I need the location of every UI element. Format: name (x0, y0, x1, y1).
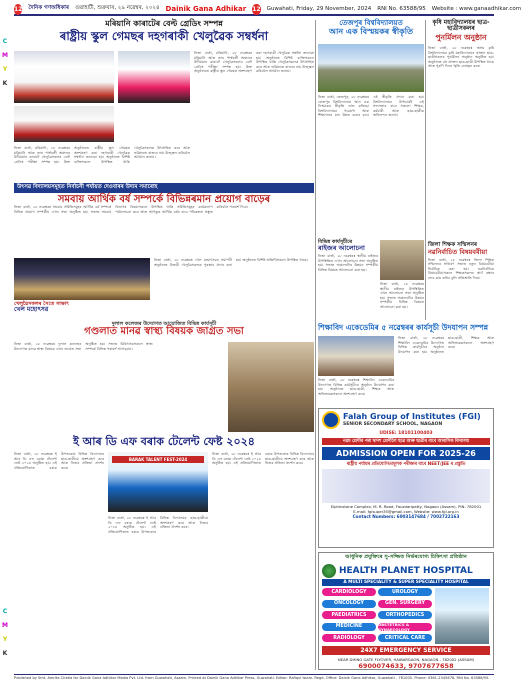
dept-radiology: RADIOLOGY (322, 634, 376, 642)
story-headline: নৱনিৰ্বাচিত বিষয়ববীয়া (428, 247, 488, 256)
story-headline: ই আৰ ডি এফ বৰাক টেলেন্ট ফেষ্ট ২০২৪ (73, 435, 255, 448)
hospital-subtitle: A MULTI SPECIALITY & SUPER SPECIALITY HOSPITAL (322, 579, 490, 586)
story-kicker: জিলা শিক্ষক সন্মিলনৰ (428, 242, 477, 248)
emergency-banner: 24X7 EMERGENCY SERVICE (322, 646, 490, 655)
karate-photo-1 (14, 51, 114, 103)
story-body-cont: নিজা বাৰ্তা, ২৮ নৱেম্বৰঃ শিক্ষাবিদ একেডেমিৰ উদ্যোগত বিভিন্ন কাৰ্যসূচীৰে অনুষ্ঠান উদযাপন কৰা হয়। অনুষ্ঠানত ছাত্ৰ-ছাত্ৰী, শিক্ষক আৰু অভিভাৱকসকলে অংশগ্ৰহণ কৰে। (318, 378, 394, 396)
story-kicker: দুলাল কলেজৰ উদ্যোগত আয়োজিত বিভিন্ন কাৰ্যসূচী (111, 321, 217, 327)
story-sports-body: নিজা বাৰ্তা, ২৮ নৱেম্বৰঃ খেল মহোৎসৱৰ সমাপনী অনুষ্ঠানত বিজয়ী খেলুৱৈসকলক পুৰস্কাৰ প্ৰদান কৰা হয়। অনুষ্ঠানত বিশিষ্ট অতিথিসকলে উপস্থিত থাকে। (154, 258, 308, 267)
talent-fest-photo (108, 452, 208, 512)
hospital-logo-icon (322, 564, 336, 578)
story-health (14, 322, 314, 432)
story-cooperative (14, 183, 314, 255)
dept-orthopedics: ORTHOPEDICS (378, 611, 432, 619)
dept-obs-gyn: OBSTETRICS & GYNAECOLOGY (378, 623, 432, 631)
story-body: নিজা বাৰ্তা, মৰিয়ানি, ২৮ নৱেম্বৰঃ মৰিয়ানি আৰু তাৰ পাৰ্শ্ববৰ্তী অঞ্চলৰ উদীয়মান কাৰাটে খেলুৱৈসকলৰ বেল্ট গ্ৰেডিং পৰীক্ষা সম্পন্ন হয়। উক্ত অনুষ্ঠানতে ৰাষ্ট্ৰীয় স্কুল গেমছত অংশগ্ৰহণ কৰা দহগৰাকী খেলুৱৈক সম্বৰ্ধনা জনোৱা হয়। অনুষ্ঠানত বিশিষ্ট ব্যক্তিসকলে উপস্থিত থাকি খেলুৱৈসকলক উৎসাহিত কৰে আৰু ভৱিষ্যতে ৰাজ্যৰ নাম উজ্জ্বল কৰিবলৈ আহ্বান জনায়। (194, 51, 314, 74)
karate-photo-3 (118, 51, 190, 103)
dept-gen-surgery: GEN. SURGERY (378, 600, 432, 608)
registration-mark-k: K (2, 80, 8, 87)
fgi-email: E-mail: fgisuper35@gmail.com, Website: www.fgi.org.in (353, 508, 459, 514)
column-rule (315, 20, 316, 670)
academy-photo (318, 336, 394, 376)
story-kicker: বিভিন্ন কাৰ্যসূচীৰে (318, 239, 353, 245)
story-body: নিজা বাৰ্তা, ২৮ নৱেম্বৰঃ অসম কৃষি বিশ্ববিদ্যালয়ৰ কৃষি মহাবিদ্যালয়ৰ প্ৰাক্তন ছাত্ৰ-ছাত্ৰীসকলৰ পুনৰ্মিলন অনুষ্ঠান অনুষ্ঠিত হয়। অনুষ্ঠানত বহু প্ৰাক্তন ছাত্ৰ-ছাত্ৰী উপস্থিত থাকে আৰু পুৰণি দিনৰ স্মৃতি ৰোমন্থন কৰে। (428, 46, 494, 69)
story-body-cont-2: নিজা বাৰ্তা, ২৮ নৱেম্বৰঃ ই আৰ ডি এফ বৰাক টেলেন্ট ফেষ্ট ২০২৪ অনুষ্ঠিত হয়। এই প্ৰতিযোগিতাত বৰাক উপত্যকাৰ বিভিন্ন বিদ্যালয়ৰ ছাত্ৰ-ছাত্ৰীয়ে অংশগ্ৰহণ কৰে আৰু নিজৰ প্ৰতিভা প্ৰদৰ্শন কৰে। (108, 516, 208, 534)
dept-urology: UROLOGY (378, 588, 432, 596)
story-kicker: খেলুৱৈসকলৰ সৈতে সাক্ষাৎ (14, 301, 69, 307)
dept-cardiology: CARDIOLOGY (322, 588, 376, 596)
story-reunion (428, 20, 494, 240)
dept-critical-care: CRITICAL CARE (378, 634, 432, 642)
hospital-advertisement (318, 552, 494, 670)
story-headline: গণ্ডলাত মানৱ স্বাস্থ্য বিষয়ক জাগ্ৰত সভা (84, 326, 244, 338)
story-academy (318, 324, 494, 404)
website: Website : www.ganaadhikar.com (431, 6, 521, 12)
story-teacher-union (428, 243, 494, 323)
page-number: 12 (14, 5, 23, 13)
masthead-date: গুৱাহাটী, শুক্রবাৰ, ২৯ নৱেম্বৰ, ২০২৪ (74, 5, 160, 11)
story-headline: আন এক বিস্ময়কৰ স্বীকৃতি (329, 27, 413, 37)
fgi-students-photo (322, 469, 490, 503)
story-headline: শিক্ষাবিদ একেডেমিৰ ৫ নৱেম্বৰৰ কাৰ্যসূচী উদযাপন সম্পন্ন (318, 323, 489, 332)
story-karate (14, 20, 314, 180)
story-tezpur (318, 20, 424, 238)
story-headline: খেল মহোৎসৱ (14, 306, 49, 314)
hospital-address: NEAR DHING GATE FLYOVER, HAIBARGAON, NAGAON - 782002 (ASSAM) (337, 657, 475, 662)
registration-mark-c: C (2, 38, 8, 45)
photo-caption: BARAK TALENT FEST-2024 (112, 456, 204, 463)
fgi-line: নৱম শ্ৰেণীৰ পৰা দ্বাদশ শ্ৰেণীলৈ ছাত্ৰ আৰু ছাত্ৰীৰ বাবে আবাসিক বিদ্যালয় (322, 438, 490, 445)
story-kicker: মৰিয়ানি কাৰাটেৰ বেল্ট গ্ৰেডিং সম্পন্ন (105, 19, 223, 28)
story-discussion (318, 240, 378, 320)
karate-photo-2 (14, 106, 114, 142)
regn-number: RNI No. 63588/95 (377, 6, 426, 12)
story-body-cont: নিজা বাৰ্তা, মৰিয়ানি, ২৮ নৱেম্বৰঃ মৰিয়ানি আৰু তাৰ পাৰ্শ্ববৰ্তী অঞ্চলৰ উদীয়মান কাৰাটে খেলুৱৈসকলৰ বেল্ট গ্ৰেডিং পৰীক্ষা সম্পন্ন হয়। উক্ত অনুষ্ঠানতে ৰাষ্ট্ৰীয় স্কুল গেমছত অংশগ্ৰহণ কৰা দহগৰাকী খেলুৱৈক সম্বৰ্ধনা জনোৱা হয়। অনুষ্ঠানত বিশিষ্ট ব্যক্তিসকলে উপস্থিত থাকি খেলুৱৈসকলক উৎসাহিত কৰে আৰু ভৱিষ্যতে ৰাজ্যৰ নাম উজ্জ্বল কৰিবলৈ আহ্বান জনায়। (14, 146, 190, 164)
tezpur-campus-photo (318, 44, 424, 92)
fgi-admission-banner: ADMISSION OPEN FOR 2025-26 (322, 447, 490, 460)
story-discussion-body-2: নিজা বাৰ্তা, ২৮ নৱেম্বৰঃ স্থানীয় ৰাইজৰ উপস্থিতিত এখন আলোচনা সভা অনুষ্ঠিত হয়। সভাত অঞ্চলটোৰ উন্নয়ন সম্পৰ্কীয় বিভিন্ন বিষয়ত আলোচনা কৰা হয়। (380, 282, 424, 309)
masthead (14, 4, 521, 16)
story-body: নিজা বাৰ্তা, ২৮ নৱেম্বৰঃ জিলা শিক্ষক সন্মিলনৰ সাধাৰণ সভাত নতুন বিষয়ববীয়া নিৰ্বাচিত কৰা হয়। নৱনিৰ্বাচিত বিষয়ববীয়াসকলে শিক্ষকসকলৰ স্বাৰ্থ ৰক্ষাৰ বাবে কাম কৰিব বুলি প্ৰতিশ্ৰুতি দিয়ে। (428, 257, 494, 280)
story-headline: ৰাষ্ট্ৰীয় স্কুল গেমছৰ দহগৰাকী খেলুৱৈক সম্বৰ্ধনা (59, 29, 269, 44)
column-rule (425, 20, 426, 320)
health-photo (228, 342, 314, 432)
paper-logo: দৈনিক গণঅধিকাৰ (28, 5, 69, 11)
dateline: Guwahati, Friday, 29 November, 2024 (266, 6, 372, 12)
story-kicker: তেজপুৰ বিশ্ববিদ্যালয়ত (339, 19, 403, 27)
story-body: নিজা বাৰ্তা, ২৮ নৱেম্বৰঃ শিক্ষাবিদ একেডেমিৰ উদ্যোগত বিভিন্ন কাৰ্যসূচীৰে অনুষ্ঠান উদযাপন কৰা হয়। অনুষ্ঠানত ছাত্ৰ-ছাত্ৰী, শিক্ষক আৰু অভিভাৱকসকলে অংশগ্ৰহণ কৰে। (398, 336, 494, 354)
dept-medicine: MEDICINE (322, 623, 376, 631)
story-talent-fest (14, 436, 314, 616)
registration-mark-y: Y (2, 66, 8, 73)
story-body: নিজা বাৰ্তা, ২৮ নৱেম্বৰঃ সমবায় সমিতিসমূহৰ আৰ্থিক বৰ্ষ সম্পৰ্কে বিভিন্ন প্ৰয়োগ সম্পৰ্কীয় এখন সভা অনুষ্ঠিত হয়। সভাত সমবায় বিভাগৰ বিষয়াসকলে উপস্থিত থাকি সমিতিসমূহৰ কাৰ্যকলাপ পৰ্যালোচনা কৰে আৰু আগন্তুক আৰ্থিক বৰ্ষৰ বাবে পৰিকল্পনা প্ৰস্তুত কৰিবলৈ পৰামৰ্শ দিয়ে। (14, 205, 249, 214)
page-number-2: 12 (252, 5, 261, 13)
story-kicker: উৎসৱ বিদ্যালয়সমূহত নিৰ্বাচনী পৰ্যায়ত দেওবাৰৰ উদ্যম সমাৰোহ (14, 183, 314, 193)
registration-mark-y: Y (2, 636, 8, 643)
fgi-contact: Contact Numbers: 6003147684 / 7002722163 (352, 514, 460, 519)
brand-name: Dainik Gana Adhikar (165, 5, 247, 13)
story-body: নিজা বাৰ্তা, ২৮ নৱেম্বৰঃ স্থানীয় ৰাইজৰ উপস্থিতিত এখন আলোচনা সভা অনুষ্ঠিত হয়। সভাত অঞ্চলটোৰ উন্নয়ন সম্পৰ্কীয় বিভিন্ন বিষয়ত আলোচনা কৰা হয়। (318, 254, 378, 272)
story-body-cont: নিজা বাৰ্তা, ২৮ নৱেম্বৰঃ ই আৰ ডি এফ বৰাক টেলেন্ট ফেষ্ট ২০২৪ অনুষ্ঠিত হয়। এই প্ৰতিযোগিতাত বৰাক উপত্যকাৰ বিভিন্ন বিদ্যালয়ৰ ছাত্ৰ-ছাত্ৰীয়ে অংশগ্ৰহণ কৰে আৰু নিজৰ প্ৰতিভা প্ৰদৰ্শন কৰে। (212, 452, 314, 466)
dept-oncology: ONCOLOGY (322, 600, 376, 608)
fgi-advertisement (318, 408, 494, 548)
hospital-name: HEALTH PLANET HOSPITAL (339, 566, 473, 576)
story-headline: ৰাইজৰ আলোচনা (318, 244, 365, 253)
story-body: নিজা বাৰ্তা, ২৮ নৱেম্বৰঃ দুলাল কলেজৰ উদ্যোগত মানৱ স্বাস্থ্য বিষয়ক এখন জাগ্ৰত সভা অনুষ্ঠিত হয়। সভাত চিকিৎসকসকলে স্বাস্থ্য সম্পৰ্কে বিভিন্ন পৰামৰ্শ আগবঢ়ায়। (14, 342, 153, 351)
story-headline: পুনৰ্মিলন অনুষ্ঠান (435, 32, 487, 42)
sports-photo (14, 258, 150, 300)
registration-mark-k: K (2, 650, 8, 657)
fgi-line-2: ৰাষ্ট্ৰীয় পৰ্যায়ৰ প্ৰতিযোগিতামূলক পৰীক্ষাৰ বাবে NEET/JEE ৰ প্ৰস্তুতি (346, 462, 466, 467)
hospital-tagline-as: আধুনিক প্ৰযুক্তিৰে সু-সজ্জিত নিৰ্ভৰযোগ্য চিকিৎসা প্ৰতিষ্ঠান (345, 554, 467, 560)
imprint-footer: Published by Smt. Amrita Chetia for Dainik Gana Adhikar Media Pvt. Ltd. from Guwahati, Assam. Printed at Dainik Gana Adhikar Press, Guwahati. Editor: Rafiqul Islam. Regd. Office: Dainik Gana Adhikar, Guwahati - 781005. Phone: 0361-2345678. RNI No. 63588/95. (14, 674, 494, 696)
registration-mark-m: M (2, 52, 8, 59)
registration-mark-m: M (2, 622, 8, 629)
story-kicker: কৃষি মহাবিদ্যালয়ৰ ছাত্ৰ-ছাত্ৰীসকলৰ (432, 19, 490, 33)
story-small-photo (380, 240, 424, 280)
dept-paediatrics: PAEDIATRICS (322, 611, 376, 619)
story-body: নিজা বাৰ্তা, ২৮ নৱেম্বৰঃ ই আৰ ডি এফ বৰাক টেলেন্ট ফেষ্ট ২০২৪ অনুষ্ঠিত হয়। এই প্ৰতিযোগিতাত বৰাক উপত্যকাৰ বিভিন্ন বিদ্যালয়ৰ ছাত্ৰ-ছাত্ৰীয়ে অংশগ্ৰহণ কৰে আৰু নিজৰ প্ৰতিভা প্ৰদৰ্শন কৰে। (14, 452, 104, 470)
fgi-sub: SENIOR SECONDARY SCHOOL, NAGAON (343, 421, 443, 427)
story-body: নিজা বাৰ্তা, তেজপুৰ, ২৮ নৱেম্বৰঃ তেজপুৰ বিশ্ববিদ্যালয়ে আন এক বিস্ময়কৰ স্বীকৃতি লাভ কৰিছে। বিশ্ববিদ্যালয়ৰ গৱেষণা আৰু শিক্ষাদানৰ মান উন্নত কৰাৰ বাবে এই স্বীকৃতি প্ৰদান কৰা হয়। বিশ্ববিদ্যালয়ৰ উপাচাৰ্যই এই সফলতাৰ বাবে সকলো শিক্ষক, কৰ্মচাৰী আৰু ছাত্ৰ-ছাত্ৰীক অভিনন্দন জনায়। (318, 95, 424, 118)
story-headline: সমবায় আৰ্থিক বৰ্ষ সম্পৰ্কে বিভিন্নৰমান প্ৰয়োগ বাড়েৰ (57, 194, 271, 205)
fgi-logo (322, 411, 340, 429)
fgi-udise: 18101100403 (398, 431, 433, 436)
story-sports (14, 258, 150, 318)
fgi-name: Falah Group of Institutes (FGI) (343, 412, 481, 422)
hospital-building-photo (435, 588, 489, 644)
registration-mark-c: C (2, 608, 8, 615)
hospital-phone: 6900074633, 9707677658 (358, 662, 454, 670)
fgi-udise-label: UDISE: (379, 431, 397, 436)
fgi-address: Elphinstone Complex, M. R. Road, Fouzdaripatty, Nagaon (Assam), PIN: 782001 (330, 504, 482, 509)
